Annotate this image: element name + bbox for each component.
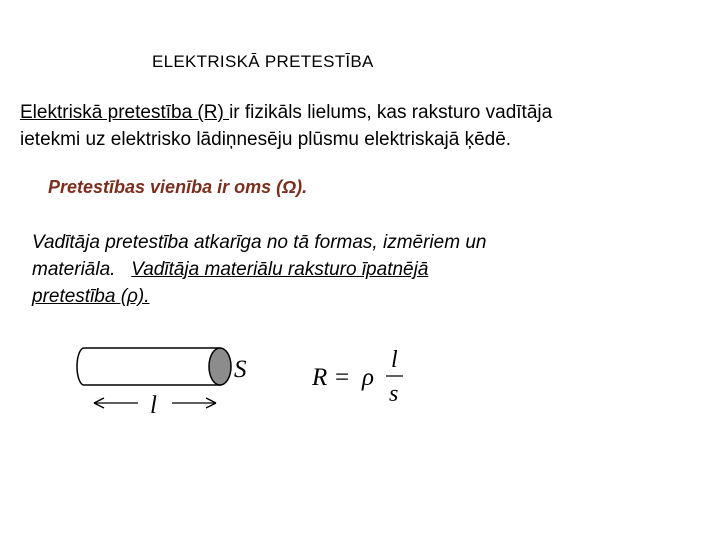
definition-line-2: ietekmi uz elektrisko lādiņnesēju plūsmu elektriskajā ķēdē. [20,129,512,150]
formula-equals: = [335,364,350,391]
definition-text: ir fizikāls lielums, kas raksturo vadītāja [229,102,553,123]
formula-lhs: R [312,364,328,391]
formula-denominator: s [389,381,399,407]
dependency-line-3 [32,283,486,310]
dependency-paragraph [32,229,486,310]
unit-statement: Pretestības vienība ir oms (Ω). [48,177,308,197]
term-resistance: Elektriskā pretestība (R) [20,102,230,123]
conductor-cross-section [209,348,231,385]
conductor-body [77,348,220,385]
length-label: l [150,392,157,419]
page-title: ELEKTRISKĀ PRETESTĪBA [152,52,374,71]
formula-numerator: l [391,347,398,373]
area-label: S [234,356,247,383]
resistivity-phrase: Vadītāja materiālu raksturo īpatnējā [131,259,429,280]
dependency-line-2 [32,256,486,283]
dependency-plain: materiāla. [32,259,132,280]
resistance-formula [310,340,420,415]
dependency-line-1: Vadītāja pretestība atkarīga no tā formas, izmēriem un [32,232,487,253]
conductor-diagram [70,335,270,425]
definition-line-1 [20,99,552,126]
definition-paragraph [20,99,552,153]
formula-rho: ρ [362,364,374,391]
resistivity-term: pretestība (ρ). [32,286,150,307]
